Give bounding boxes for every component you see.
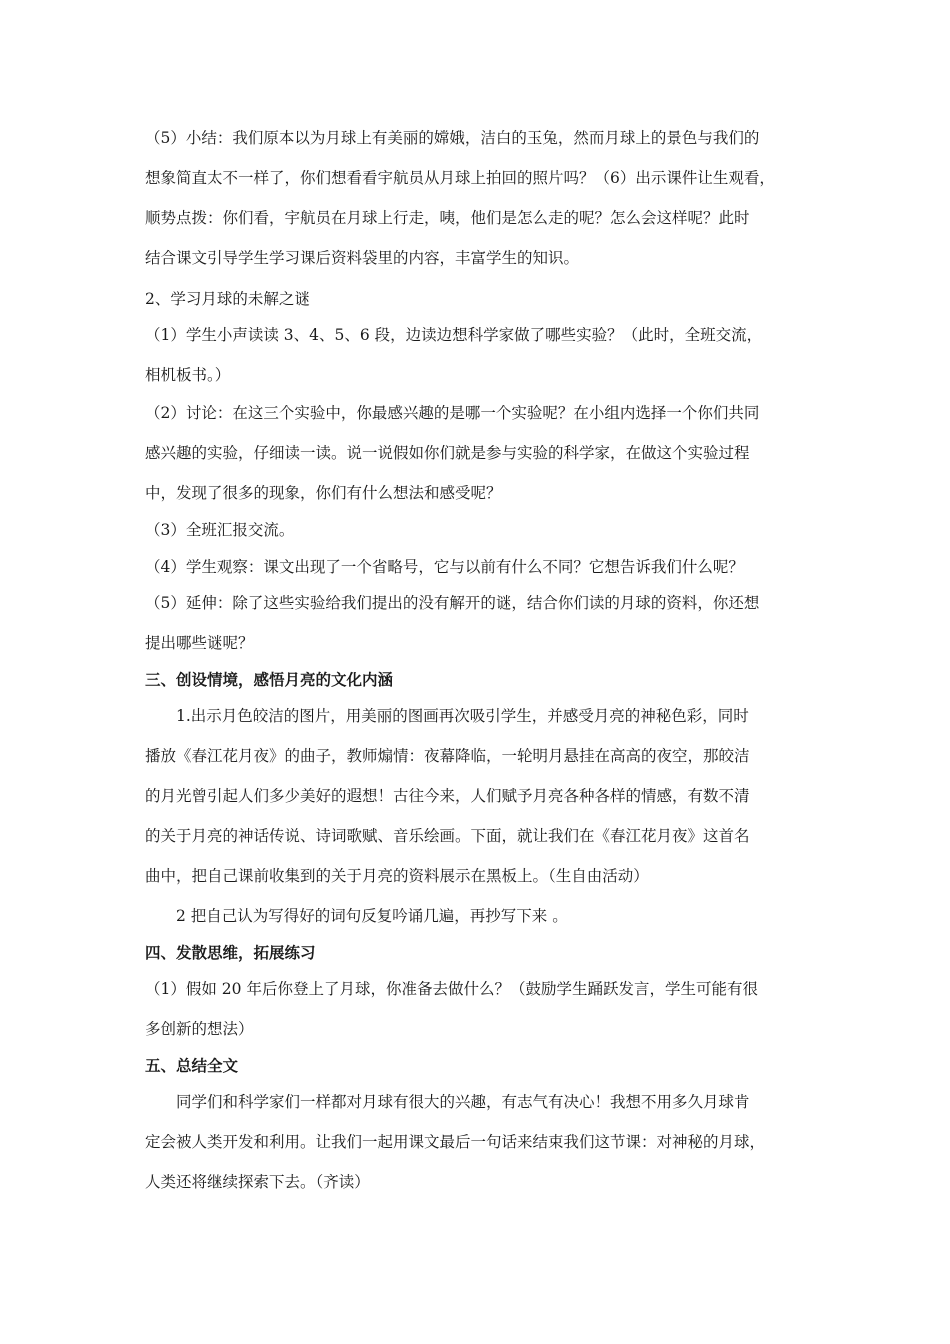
text-line: （5）延伸：除了这些实验给我们提出的没有解开的谜，结合你们读的月球的资料，你还想 <box>145 594 760 612</box>
subsection-heading: 2、学习月球的未解之谜 <box>145 290 310 308</box>
text-line: （1）学生小声读读 3、4、5、6 段，边读边想科学家做了哪些实验？（此时，全班交流， <box>145 326 763 344</box>
text-line: 播放《春江花月夜》的曲子，教师煽情：夜幕降临，一轮明月悬挂在高高的夜空，那皎洁 <box>145 747 750 765</box>
text-line: （1）假如 20 年后你登上了月球，你准备去做什么？（鼓励学生踊跃发言，学生可能有很 <box>145 980 758 998</box>
text-line: （3）全班汇报交流。 <box>145 521 295 539</box>
text-line: （4）学生观察：课文出现了一个省略号，它与以前有什么不同？它想告诉我们什么呢？ <box>145 558 744 576</box>
text-line: 曲中，把自己课前收集到的关于月亮的资料展示在黑板上。（生自由活动） <box>145 867 649 885</box>
text-line: 相机板书。） <box>145 366 231 384</box>
text-line: 多创新的想法） <box>145 1020 254 1038</box>
section-heading: 五、总结全文 <box>145 1056 239 1075</box>
text-line: 定会被人类开发和利用。让我们一起用课文最后一句话来结束我们这节课：对神秘的月球， <box>145 1133 766 1151</box>
section-heading: 三、创设情境，感悟月亮的文化内涵 <box>145 670 394 689</box>
text-line: 的关于月亮的神话传说、诗词歌赋、音乐绘画。下面，就让我们在《春江花月夜》这首名 <box>145 827 750 845</box>
text-line: 想象简直太不一样了，你们想看看宇航员从月球上拍回的照片吗？（6）出示课件让生观看， <box>145 169 775 187</box>
text-line: 1.出示月色皎洁的图片，用美丽的图画再次吸引学生，并感受月亮的神秘色彩，同时 <box>176 707 749 725</box>
text-line: 中，发现了很多的现象，你们有什么想法和感受呢？ <box>145 484 502 502</box>
text-line: （5）小结：我们原本以为月球上有美丽的嫦娥，洁白的玉兔，然而月球上的景色与我们的 <box>145 129 760 147</box>
text-line: 同学们和科学家们一样都对月球有很大的兴趣，有志气有决心！我想不用多久月球肯 <box>176 1093 750 1111</box>
text-line: 顺势点拨：你们看，宇航员在月球上行走，咦，他们是怎么走的呢？怎么会这样呢？此时 <box>145 209 750 227</box>
text-line: 感兴趣的实验，仔细读一读。说一说假如你们就是参与实验的科学家，在做这个实验过程 <box>145 444 750 462</box>
section-heading: 四、发散思维，拓展练习 <box>145 943 316 962</box>
text-line: 结合课文引导学生学习课后资料袋里的内容，丰富学生的知识。 <box>145 249 580 267</box>
text-line: 的月光曾引起人们多少美好的遐想！古往今来，人们赋予月亮各种各样的情感，有数不清 <box>145 787 750 805</box>
text-line: 2 把自己认为写得好的词句反复吟诵几遍，再抄写下来 。 <box>176 907 568 925</box>
text-line: （2）讨论：在这三个实验中，你最感兴趣的是哪一个实验呢？在小组内选择一个你们共同 <box>145 404 760 422</box>
text-line: 人类还将继续探索下去。（齐读） <box>145 1173 370 1191</box>
text-line: 提出哪些谜呢？ <box>145 634 254 652</box>
